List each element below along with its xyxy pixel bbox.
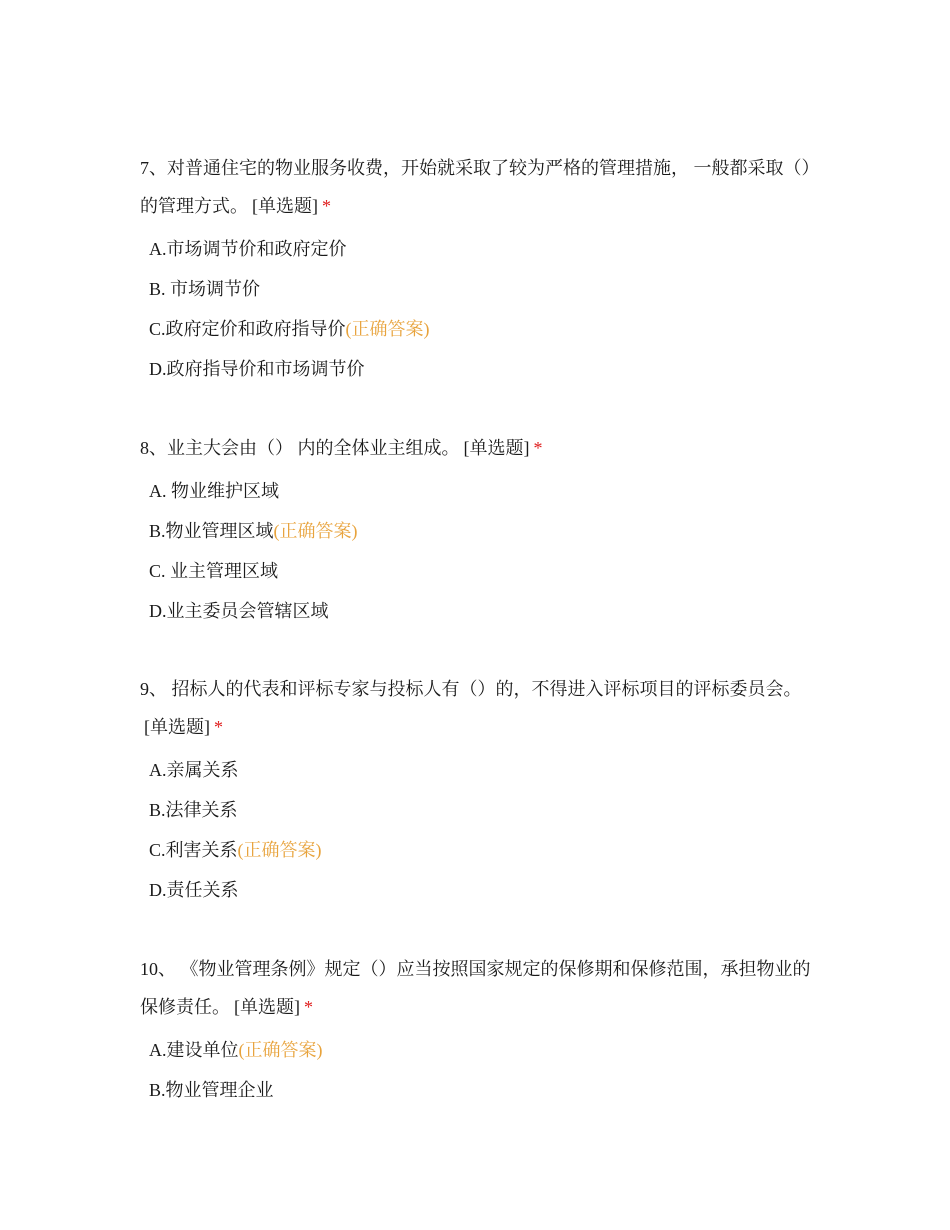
option-a[interactable] [140,1030,820,1070]
option-b[interactable] [140,511,820,551]
option-text: C. 业主管理区域 [149,561,279,581]
options-list [140,750,820,910]
required-mark: * [533,438,543,458]
question-title [140,429,820,467]
option-text: B.物业管理企业 [149,1080,274,1100]
question-text: 9、 招标人的代表和评标专家与投标人有（）的，不得进入评标项目的评标委员会。 [140,679,802,699]
option-text: C.政府定价和政府指导价 [149,319,346,339]
option-d[interactable] [140,349,820,389]
required-mark: * [322,196,331,216]
option-text: C.利害关系 [149,840,238,860]
correct-answer-label: (正确答案) [237,840,322,860]
option-text: A.建设单位 [149,1040,239,1060]
option-c[interactable] [140,830,820,870]
options-list [140,471,820,631]
question-title [140,149,820,225]
option-c[interactable] [140,551,820,591]
question-type-label: [单选题] [234,997,300,1017]
option-a[interactable] [140,471,820,511]
question-9 [140,670,820,910]
question-type-label: [单选题] [144,717,210,737]
question-text: 8、业主大会由（） 内的全体业主组成。 [140,438,460,458]
option-text: D.责任关系 [149,880,239,900]
option-b[interactable] [140,1070,820,1110]
option-a[interactable] [140,229,820,269]
option-d[interactable] [140,591,820,631]
option-text: A.亲属关系 [149,760,239,780]
correct-answer-label: (正确答案) [238,1040,323,1060]
required-mark: * [214,717,223,737]
question-7 [140,149,820,389]
option-text: B.法律关系 [149,800,238,820]
question-type-label: [单选题] [252,196,318,216]
correct-answer-label: (正确答案) [345,319,430,339]
option-text: A.市场调节价和政府定价 [149,239,347,259]
option-c[interactable] [140,309,820,349]
question-10 [140,950,820,1110]
question-title [140,670,820,746]
required-mark: * [304,997,313,1017]
options-list [140,1030,820,1110]
option-text: B. 市场调节价 [149,279,261,299]
option-b[interactable] [140,269,820,309]
option-d[interactable] [140,870,820,910]
question-text: 10、 《物业管理条例》规定（）应当按照国家规定的保修期和保修范围，承担物业的保修责任。 [140,959,811,1017]
option-text: D.政府指导价和市场调节价 [149,359,365,379]
question-text: 7、对普通住宅的物业服务收费，开始就采取了较为严格的管理措施， 一般都采取（）的管理方式。 [140,158,820,216]
option-text: D.业主委员会管辖区域 [149,601,329,621]
question-type-label: [单选题] [463,438,530,458]
option-b[interactable] [140,790,820,830]
options-list [140,229,820,389]
question-title [140,950,820,1026]
option-a[interactable] [140,750,820,790]
question-8 [140,429,820,631]
correct-answer-label: (正确答案) [273,521,358,541]
option-text: A. 物业维护区域 [149,481,279,501]
option-text: B.物业管理区域 [149,521,274,541]
